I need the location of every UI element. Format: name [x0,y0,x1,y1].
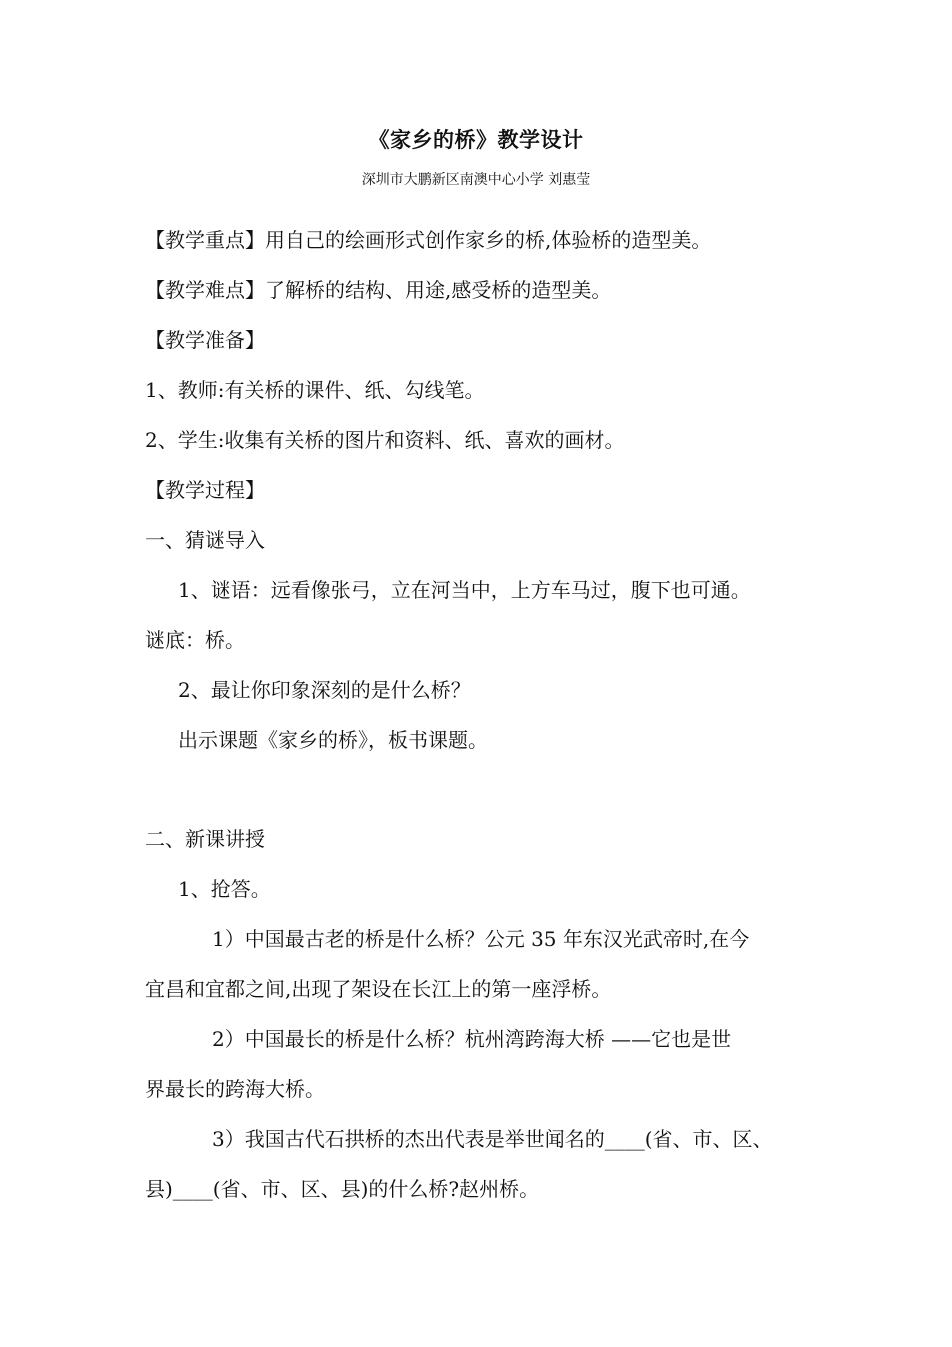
author-line: 深圳市大鹏新区南澳中心小学 刘惠莹 [361,172,591,188]
section-one-heading: 一、猜谜导入 [145,528,265,552]
student-preparation: 2、学生:收集有关桥的图片和资料、纸、喜欢的画材。 [145,428,625,452]
question-longest-bridge: 2）中国最长的桥是什么桥？杭州湾跨海大桥 ——它也是世 [212,1027,732,1051]
preparation-heading: 【教学准备】 [145,328,265,352]
key-points: 【教学重点】用自己的绘画形式创作家乡的桥,体验桥的造型美。 [145,228,712,252]
answer-longest-bridge: 界最长的跨海大桥。 [145,1077,325,1101]
show-topic: 出示课题《家乡的桥》，板书课题。 [178,728,488,752]
answer-oldest-bridge: 宜昌和宜都之间,出现了架设在长江上的第一座浮桥。 [145,977,612,1001]
riddle-text: 1、谜语：远看像张弓，立在河当中，上方车马过，腹下也可通。 [178,578,751,602]
section-two-heading: 二、新课讲授 [145,827,265,851]
process-heading: 【教学过程】 [145,478,265,502]
question-oldest-bridge: 1）中国最古老的桥是什么桥？公元 35 年东汉光武帝时,在今 [212,927,750,951]
quick-answer: 1、抢答。 [178,877,271,901]
question-stone-arch-bridge: 3）我国古代石拱桥的杰出代表是举世闻名的____(省、市、区、 [212,1127,773,1151]
answer-stone-arch-bridge: 县)____(省、市、区、县)的什么桥?赵州桥。 [145,1177,540,1201]
riddle-answer: 谜底：桥。 [145,628,245,652]
document-title: 《家乡的桥》教学设计 [368,127,584,152]
teacher-preparation: 1、教师:有关桥的课件、纸、勾线笔。 [145,378,485,402]
question-impressive-bridge: 2、最让你印象深刻的是什么桥？ [178,678,471,702]
difficult-points: 【教学难点】了解桥的结构、用途,感受桥的造型美。 [145,278,612,302]
